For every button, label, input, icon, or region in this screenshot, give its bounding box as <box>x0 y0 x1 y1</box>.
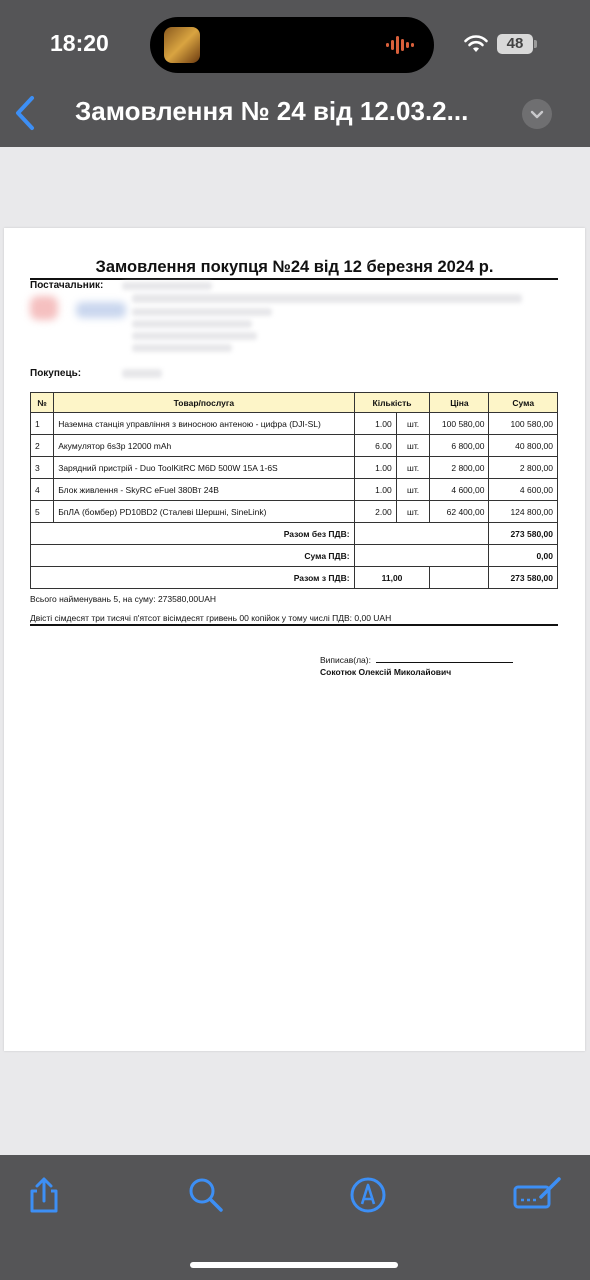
row-sum: 2 800,00 <box>489 457 558 479</box>
row-qty: 2.00 <box>354 501 396 523</box>
total-with-vat-row <box>31 567 558 589</box>
total-no-vat-value: 273 580,00 <box>489 523 558 545</box>
row-qty: 1.00 <box>354 479 396 501</box>
search-icon[interactable] <box>186 1175 226 1215</box>
dynamic-island[interactable] <box>150 17 434 73</box>
vat-empty <box>354 545 489 567</box>
table-row <box>31 413 558 435</box>
total-with-vat-label: Разом з ПДВ: <box>31 567 355 589</box>
buyer-label: Покупець: <box>30 368 82 379</box>
signed-label: Виписав(ла): <box>320 655 371 665</box>
document-page[interactable] <box>4 228 585 1051</box>
row-num: 2 <box>31 435 54 457</box>
title-divider <box>30 278 558 280</box>
items-table <box>30 392 558 589</box>
row-unit: шт. <box>396 501 430 523</box>
home-indicator[interactable] <box>190 1262 398 1268</box>
col-header-item: Товар/послуга <box>54 393 354 413</box>
total-with-vat-value: 273 580,00 <box>489 567 558 589</box>
row-sum: 100 580,00 <box>489 413 558 435</box>
row-unit: шт. <box>396 457 430 479</box>
row-num: 1 <box>31 413 54 435</box>
row-price: 4 600,00 <box>430 479 489 501</box>
supplier-details-redacted <box>132 308 272 316</box>
row-sum: 124 800,00 <box>489 501 558 523</box>
supplier-label: Постачальник: <box>30 280 104 291</box>
summary-divider <box>30 624 558 626</box>
status-time: 18:20 <box>50 30 109 56</box>
table-row <box>31 501 558 523</box>
row-item: Акумулятор 6s3p 12000 mAh <box>54 435 354 457</box>
col-header-qty: Кількість <box>354 393 430 413</box>
row-num: 3 <box>31 457 54 479</box>
row-item: Наземна станція управління з виносною антеною - цифра (DJI-SL) <box>54 413 354 435</box>
row-item: Блок живлення - SkyRC eFuel 380Вт 24В <box>54 479 354 501</box>
signed-name: Сокотюк Олексій Миколайович <box>320 667 452 677</box>
supplier-name-redacted <box>122 282 212 290</box>
row-unit: шт. <box>396 413 430 435</box>
table-row <box>31 435 558 457</box>
buyer-name-redacted <box>122 369 162 378</box>
share-icon[interactable] <box>24 1175 64 1215</box>
col-header-num: № <box>31 393 54 413</box>
row-sum: 40 800,00 <box>489 435 558 457</box>
supplier-logo-redacted <box>30 296 58 320</box>
vat-label: Сума ПДВ: <box>31 545 355 567</box>
row-unit: шт. <box>396 435 430 457</box>
row-price: 100 580,00 <box>430 413 489 435</box>
now-playing-artwork <box>164 27 200 63</box>
summary-count: Всього найменувань 5, на суму: 273580,00UAH <box>30 594 217 604</box>
row-item: БпЛА (бомбер) PD10BD2 (Сталеві Шершні, SineLink) <box>54 501 354 523</box>
total-no-vat-empty <box>354 523 489 545</box>
audio-wave-icon <box>386 35 416 55</box>
col-header-price: Ціна <box>430 393 489 413</box>
supplier-logo-text-redacted <box>76 302 126 318</box>
row-price: 2 800,00 <box>430 457 489 479</box>
document-title: Замовлення покупця №24 від 12 березня 2024 р. <box>95 258 494 276</box>
supplier-details-redacted <box>132 344 232 352</box>
signature-line <box>376 662 513 663</box>
total-qty: 11,00 <box>354 567 430 589</box>
battery-cap <box>534 40 537 48</box>
summary-in-words: Двісті сімдесят три тисячі п'ятсот вісімдесят гривень 00 копійок у тому числі ПДВ: 0,00 UAH <box>30 613 392 623</box>
row-price: 62 400,00 <box>430 501 489 523</box>
row-sum: 4 600,00 <box>489 479 558 501</box>
total-with-vat-empty <box>430 567 489 589</box>
back-chevron-icon[interactable] <box>10 94 40 132</box>
row-qty: 1.00 <box>354 413 396 435</box>
row-unit: шт. <box>396 479 430 501</box>
row-qty: 1.00 <box>354 457 396 479</box>
supplier-details-redacted <box>132 320 252 328</box>
markup-icon[interactable] <box>348 1175 388 1215</box>
wifi-icon <box>463 34 489 54</box>
supplier-details-redacted <box>132 294 522 303</box>
row-num: 4 <box>31 479 54 501</box>
table-row <box>31 457 558 479</box>
top-bar <box>0 0 590 147</box>
vat-row <box>31 545 558 567</box>
total-no-vat-label: Разом без ПДВ: <box>31 523 355 545</box>
chevron-down-icon <box>522 99 552 129</box>
row-num: 5 <box>31 501 54 523</box>
row-qty: 6.00 <box>354 435 396 457</box>
signature-icon[interactable] <box>513 1175 563 1215</box>
table-header-row <box>31 393 558 413</box>
table-row <box>31 479 558 501</box>
vat-value: 0,00 <box>489 545 558 567</box>
title-menu-button[interactable] <box>522 99 552 129</box>
total-no-vat-row <box>31 523 558 545</box>
battery-indicator: 48 <box>497 34 533 54</box>
supplier-details-redacted <box>132 332 257 340</box>
nav-title[interactable]: Замовлення № 24 від 12.03.2... <box>75 96 469 126</box>
row-item: Зарядний пристрій - Duo ToolKitRC M6D 500W 15A 1-6S <box>54 457 354 479</box>
col-header-sum: Сума <box>489 393 558 413</box>
row-price: 6 800,00 <box>430 435 489 457</box>
